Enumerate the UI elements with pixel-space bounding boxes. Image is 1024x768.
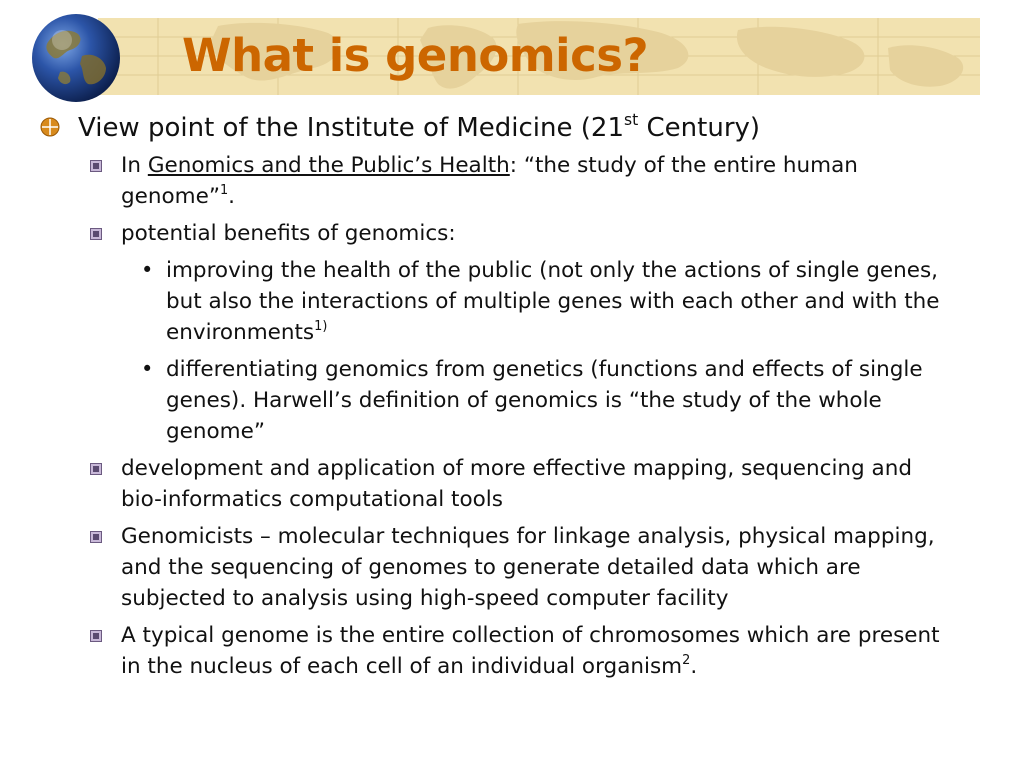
slide-content bbox=[40, 110, 1000, 688]
item-middle: : “the study of the entire human genome” bbox=[121, 153, 858, 209]
item-text: potential benefits of genomics: bbox=[121, 221, 456, 246]
book-title-link[interactable]: Genomics and the Public’s Health bbox=[147, 153, 510, 178]
dot-bullet-icon: • bbox=[141, 258, 154, 282]
square-bullet-icon bbox=[90, 630, 102, 642]
item-suffix: . bbox=[228, 184, 236, 209]
square-bullet-icon bbox=[90, 228, 102, 240]
subitem-text: differentiating genomics from genetics (functions and effects of single genes). Harwell’s definition of genomics is “the study of the whole genome” bbox=[166, 357, 923, 444]
level2-item-development bbox=[40, 453, 951, 515]
level1-bullet-item bbox=[40, 110, 1000, 146]
item-text: Genomicists – molecular techniques for linkage analysis, physical mapping, and the sequencing of genomes to generate detailed data which are subjected to analysis using high-speed computer facility bbox=[121, 524, 935, 611]
level1-superscript: st bbox=[624, 110, 639, 129]
item-suffix: . bbox=[690, 654, 698, 679]
item-text: development and application of more effective mapping, sequencing and bio-informatics computational tools bbox=[121, 456, 912, 512]
dot-bullet-icon: • bbox=[141, 357, 154, 381]
level1-text-before: View point of the Institute of Medicine (21 bbox=[78, 113, 624, 143]
level2-item-typical-genome bbox=[40, 620, 951, 682]
globe-icon bbox=[30, 12, 122, 104]
item-prefix: In bbox=[121, 153, 148, 178]
square-bullet-icon bbox=[90, 160, 102, 172]
level2-item-genomicists bbox=[40, 521, 951, 614]
square-bullet-icon bbox=[90, 531, 102, 543]
item-superscript: 2 bbox=[682, 652, 691, 668]
slide-title: What is genomics? bbox=[182, 29, 649, 82]
square-bullet-icon bbox=[90, 463, 102, 475]
level3-item-differentiating bbox=[40, 354, 956, 447]
level2-item-potential-benefits bbox=[40, 218, 951, 249]
subitem-text: improving the health of the public (not only the actions of single genes, but also the interactions of multiple genes with each other and with the environments bbox=[166, 258, 940, 345]
subitem-superscript: 1) bbox=[314, 318, 328, 334]
level1-text-after: Century) bbox=[638, 113, 761, 143]
level2-item-genomics-public-health bbox=[40, 150, 951, 212]
compass-bullet-icon bbox=[40, 117, 60, 137]
item-superscript: 1 bbox=[219, 182, 229, 198]
item-text: A typical genome is the entire collection of chromosomes which are present in the nucleus of each cell of an individual organism bbox=[121, 623, 940, 679]
level3-item-improving-health bbox=[40, 255, 956, 348]
